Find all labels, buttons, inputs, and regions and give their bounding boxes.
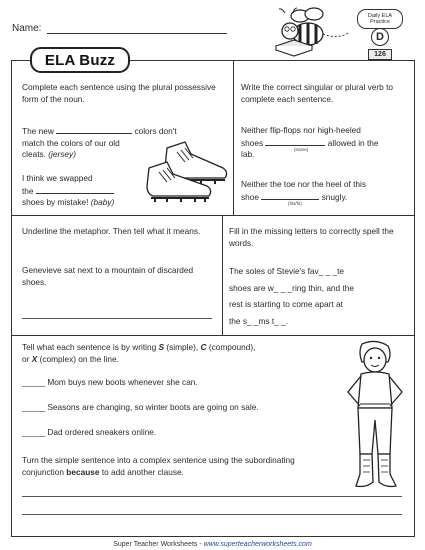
q5-s-word: (simple), — [166, 342, 199, 352]
q2-s1-blank[interactable] — [265, 137, 325, 146]
q2-s1-a: Neither flip-flops nor high-heeled — [241, 125, 361, 135]
q4-line4: the s_ _ms t_ _. — [229, 315, 289, 326]
q5-instr-a: Tell what each sentence is by writing — [22, 342, 157, 352]
q5-item2: _____ Seasons are changing, so winter boots are going on sale. — [22, 402, 259, 412]
divider-col1 — [233, 60, 234, 215]
q4-line3: rest is starting to come apart at — [229, 299, 343, 309]
q2-s2-a: Neither the toe nor the heel of this — [241, 179, 366, 189]
badge-number: 126 — [368, 49, 392, 60]
q2-instruction: Write the correct singular or plural verb to complete each sentence. — [241, 82, 394, 104]
q1-s2-b: the — [22, 185, 34, 196]
q1-s1-d: cleats. — [22, 149, 46, 159]
q1-s1-b: colors don't — [134, 126, 177, 136]
q5-x-letter: X — [31, 353, 38, 364]
divider-row1 — [11, 215, 415, 216]
q2-s1-d: lab. — [241, 149, 255, 159]
q4-line2: shoes are w_ _ _ring thin, and the — [229, 282, 354, 293]
footer-url[interactable]: www.superteacherworksheets.com — [203, 541, 312, 548]
q5-c-word: (compound), — [208, 342, 256, 352]
q3-instruction: Underline the metaphor. Then tell what it means. — [22, 226, 201, 236]
q6-instruction — [22, 455, 322, 478]
q1-s1-hint: (jersey) — [48, 149, 76, 159]
badge-line1: Daily ELA — [367, 12, 393, 19]
badge-line2: Practice — [370, 19, 390, 25]
q5-s-letter: S — [158, 342, 165, 352]
q5-c-letter: C — [200, 342, 207, 352]
name-field[interactable] — [47, 33, 227, 34]
q1-s1-blank[interactable] — [56, 125, 132, 134]
q2-s1-hint: (is/are) — [294, 147, 309, 152]
cleats-icon — [145, 138, 230, 210]
q4-line1: The soles of Stevie's fav_ _ _te — [229, 266, 345, 276]
girl-in-boots-icon — [336, 340, 414, 492]
q2-s1-c: allowed in the — [327, 137, 379, 148]
q6-instr-b: to add another clause. — [101, 466, 184, 477]
q6-keyword: because — [66, 466, 100, 477]
q1-s1-c: match the colors of our old — [22, 137, 120, 148]
q4-passage — [229, 263, 411, 329]
q2-s2-blank[interactable] — [261, 191, 319, 200]
name-label: Name: — [12, 23, 42, 34]
footer-brand: Super Teacher Worksheets - — [113, 541, 204, 548]
q5-or-word: or — [22, 353, 30, 364]
q1-s2-c: shoes by mistake! — [22, 197, 89, 207]
q5-x-word: (complex) on the line. — [39, 353, 119, 364]
divider-row2 — [11, 335, 415, 336]
badge-letter: D — [371, 28, 389, 46]
q1-s2-blank[interactable] — [36, 185, 114, 194]
q6-instr-a: Turn the simple sentence into a complex sentence using the subordinating conjunction — [22, 455, 295, 477]
q6-answer-line2[interactable] — [22, 514, 402, 515]
q1-s2-a: I think we swapped — [22, 173, 93, 183]
q2-sentence2 — [241, 179, 413, 203]
q1-sentence2 — [22, 173, 162, 209]
q1-instruction: Complete each sentence using the plural possessive form of the noun. — [22, 82, 216, 104]
q5-instruction — [22, 342, 342, 365]
bee-reading-icon — [270, 4, 362, 60]
q2-sentence1 — [241, 125, 413, 161]
q3-answer-line[interactable] — [22, 318, 212, 319]
divider-col2 — [222, 215, 223, 335]
q2-s2-c: snugly. — [321, 191, 348, 202]
q2-s2-b: shoe — [241, 191, 259, 202]
q2-s1-b: shoes — [241, 137, 264, 148]
q6-answer-line1[interactable] — [22, 496, 402, 497]
page-title: ELA Buzz — [30, 47, 130, 73]
q1-s2-hint: (baby) — [90, 197, 115, 207]
q4-instruction: Fill in the missing letters to correctly spell the words. — [229, 226, 394, 248]
q1-s1-a: The new — [22, 126, 54, 136]
footer — [0, 541, 425, 548]
q3-sentence: Genevieve sat next to a mountain of discarded shoes. — [22, 265, 194, 287]
daily-ela-badge — [357, 9, 403, 29]
q5-item1: _____ Mom buys new boots whenever she can. — [22, 377, 198, 387]
q5-item3: _____ Dad ordered sneakers online. — [22, 427, 157, 437]
q2-s2-hint: (fits/fit) — [288, 201, 302, 206]
